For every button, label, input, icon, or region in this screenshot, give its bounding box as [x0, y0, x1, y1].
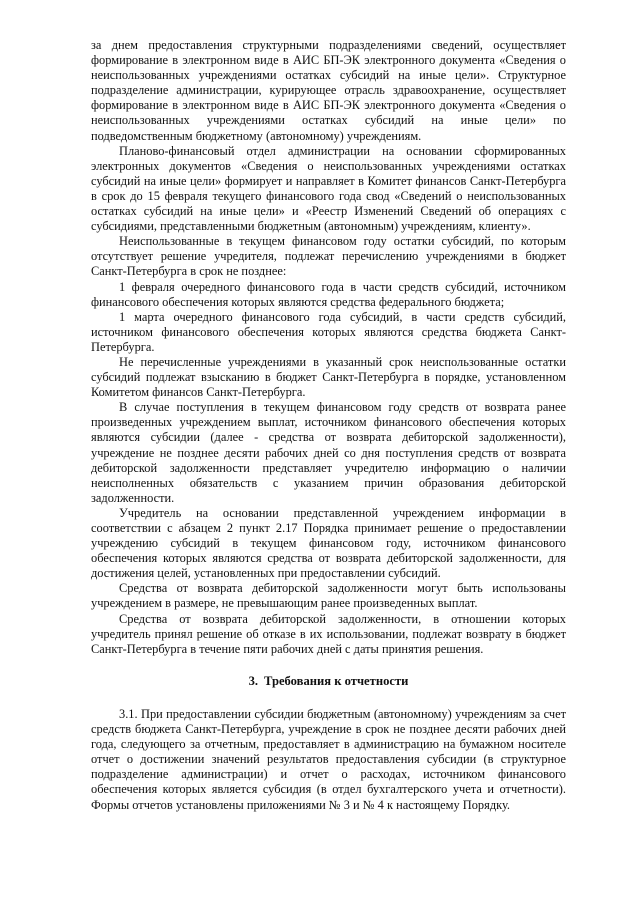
section-heading: [91, 674, 566, 689]
paragraph: В случае поступления в текущем финансовом году средств от возврата ранее произведенных учреждением выплат, источником финансового обеспечения которых являются субсидии (далее - средства от возврата дебиторской задолженности), учреждение не позднее десяти рабочих дней со дня поступления средств от возврата дебиторской задолженности представляет учредителю информацию о наличии неисполненных обязательств с указанием причин образования дебиторской задолженности.: [91, 400, 566, 505]
paragraph: 1 февраля очередного финансового года в части средств субсидий, источником финансового обеспечения которых являются средства федерального бюджета;: [91, 279, 566, 309]
paragraph: Учредитель на основании представленной учреждением информации в соответствии с абзацем 2 пункт 2.17 Порядка принимает решение о предоставлении учреждению субсидий в текущем финансовом году, источником финансового обеспечения которых являются средства от возврата дебиторской задолженности, для достижения целей, установленных при предоставлении субсидий.: [91, 505, 566, 581]
paragraph: 1 марта очередного финансового года субсидий, в части средств субсидий, источником финансового обеспечения которых являются средства бюджета Санкт-Петербурга.: [91, 309, 566, 354]
section-number: 3.: [248, 673, 259, 688]
paragraph: Планово-финансовый отдел администрации на основании сформированных электронных документов «Сведения о неиспользованных учреждениями остатках субсидий на иные цели» формирует и направляет в Комитет финансов Санкт-Петербурга в срок до 15 февраля текущего финансового года свод «Сведений о неиспользованных остатках субсидий на иные цели» и «Реестр Изменений Сведений об операциях с субсидиями, представленными бюджетным (автономным) учреждениям, клиенту».: [91, 143, 566, 234]
paragraph: Средства от возврата дебиторской задолженности могут быть использованы учреждением в размере, не превышающим ранее произведенных выплат.: [91, 581, 566, 611]
paragraph: 3.1. При предоставлении субсидии бюджетным (автономному) учреждениям за счет средств бюджета Санкт-Петербурга, учреждение в срок не позднее десяти рабочих дней года, следующего за отчетным, предоставляет в администрацию на бумажном носителе отчет о достижении значений результатов предоставления субсидии (в структурное подразделение администрации) и отчет о расходах, источником финансового обеспечения которых является субсидия (в отдел бухгалтерского учета и отчетности). Формы отчетов установлены приложениями № 3 и № 4 к настоящему Порядку.: [91, 706, 566, 812]
paragraph: Неиспользованные в текущем финансовом году остатки субсидий, по которым отсутствует решение учредителя, подлежат перечислению учреждениями в бюджет Санкт-Петербурга в срок не позднее:: [91, 234, 566, 279]
paragraph: за днем предоставления структурными подразделениями сведений, осуществляет формирование в электронном виде в АИС БП-ЭК электронного документа «Сведения о неиспользованных учреждениями остатках субсидий на иные цели». Структурное подразделение администрации, курирующее отрасль здравоохранение, осуществляет формирование в электронном виде в АИС БП-ЭК электронного документа «Сведения о неиспользованных учреждениями остатках субсидий на иные цели» по подведомственным бюджетному (автономному) учреждениям.: [91, 38, 566, 143]
section-title: Требования к отчетности: [264, 673, 409, 688]
paragraph: Средства от возврата дебиторской задолженности, в отношении которых учредитель принял решение об отказе в их использовании, подлежат возврату в бюджет Санкт-Петербурга в течение пяти рабочих дней с даты принятия решения.: [91, 611, 566, 656]
paragraph: Не перечисленные учреждениями в указанный срок неиспользованные остатки субсидий подлежат взысканию в бюджет Санкт-Петербурга в порядке, установленном Комитетом финансов Санкт-Петербурга.: [91, 354, 566, 400]
document-page: [91, 38, 566, 813]
